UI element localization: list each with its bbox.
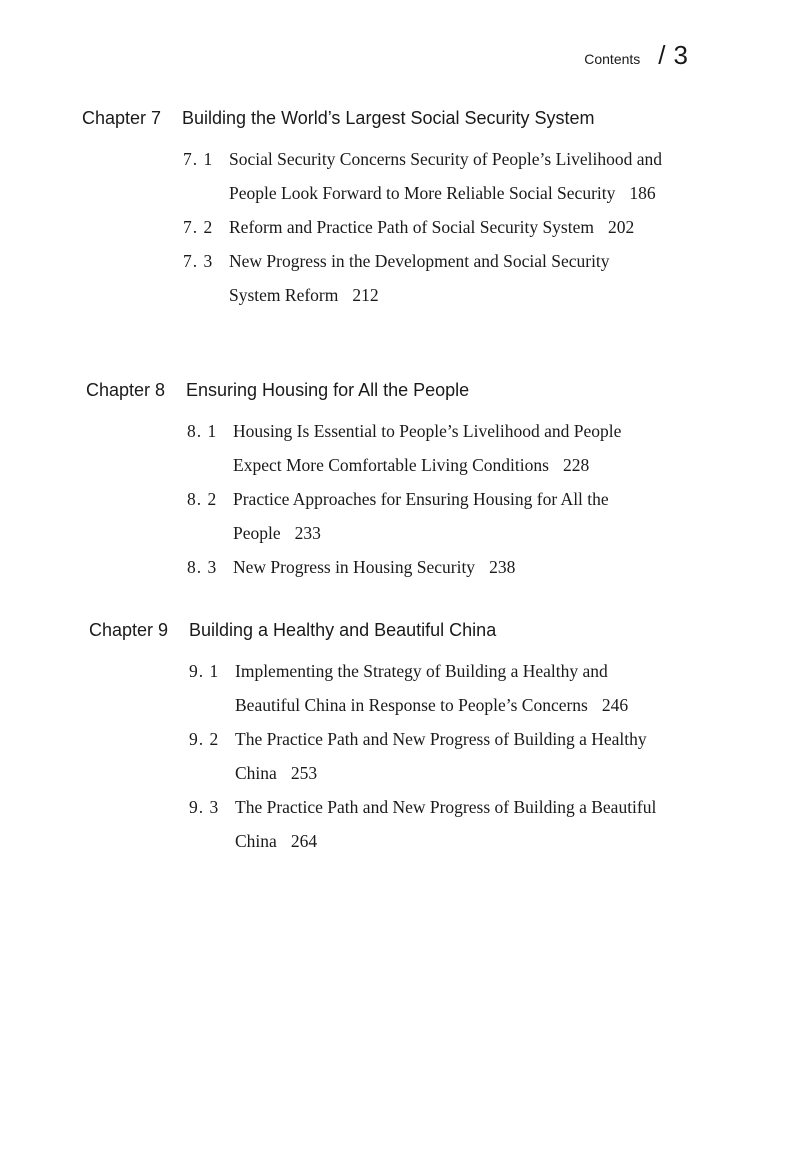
section-page: 264 — [290, 831, 318, 851]
section-title: Social Security Concerns Security of People’s Livelihood and People Look Forward to More Reliable Social Security — [229, 149, 663, 203]
section-page: 246 — [601, 695, 629, 715]
chapter-title: Ensuring Housing for All the People — [186, 380, 470, 400]
section-list — [0, 414, 800, 584]
section-number: 8. 3 — [187, 557, 218, 577]
section-title: Housing Is Essential to People’s Livelihood and People Expect More Comfortable Living Conditions — [233, 421, 622, 475]
chapter-label: Chapter 9 — [89, 620, 169, 640]
chapter-title: Building a Healthy and Beautiful China — [189, 620, 497, 640]
page-number: 3 — [673, 40, 688, 70]
section-page: 186 — [629, 183, 656, 203]
chapter-9 — [0, 618, 800, 858]
chapter-title: Building the World’s Largest Social Security System — [182, 108, 595, 128]
section-page: 228 — [562, 455, 590, 475]
chapter-heading — [0, 378, 800, 402]
section-title: Reform and Practice Path of Social Security System — [229, 217, 594, 237]
toc-entry[interactable] — [183, 244, 800, 312]
section-title: The Practice Path and New Progress of Building a Healthy China — [235, 729, 647, 783]
toc-entry[interactable] — [189, 654, 800, 722]
section-page: 202 — [608, 217, 635, 237]
header-slash: / — [658, 40, 666, 70]
section-number: 9. 3 — [189, 797, 220, 817]
section-page: 253 — [290, 763, 318, 783]
section-number: 7. 2 — [183, 217, 214, 237]
section-list — [0, 654, 800, 858]
section-number: 8. 1 — [187, 421, 218, 441]
section-page: 212 — [352, 285, 379, 305]
chapter-7 — [0, 106, 800, 312]
chapter-8 — [0, 378, 800, 584]
toc-entry[interactable] — [187, 550, 800, 584]
page-header — [584, 40, 688, 71]
section-list — [0, 142, 800, 312]
section-number: 9. 1 — [189, 661, 220, 681]
chapter-label: Chapter 7 — [82, 108, 162, 128]
toc-entry[interactable] — [187, 414, 800, 482]
chapter-heading — [0, 106, 800, 130]
section-number: 8. 2 — [187, 489, 218, 509]
section-title: New Progress in Housing Security — [233, 557, 476, 577]
chapter-label: Chapter 8 — [86, 380, 166, 400]
chapter-heading — [0, 618, 800, 642]
section-page: 233 — [294, 523, 321, 543]
toc-entry[interactable] — [189, 790, 800, 858]
section-title: The Practice Path and New Progress of Building a Beautiful China — [235, 797, 657, 851]
toc-entry[interactable] — [189, 722, 800, 790]
section-title: Practice Approaches for Ensuring Housing for All the People — [233, 489, 609, 543]
section-page: 238 — [489, 557, 516, 577]
toc-entry[interactable] — [183, 210, 800, 244]
section-number: 7. 1 — [183, 149, 214, 169]
toc-entry[interactable] — [187, 482, 800, 550]
section-number: 9. 2 — [189, 729, 220, 749]
section-title: New Progress in the Development and Social Security System Reform — [229, 251, 610, 305]
section-title: Implementing the Strategy of Building a Healthy and Beautiful China in Response to People’s Concerns — [235, 661, 608, 715]
running-head-label: Contents — [584, 51, 641, 67]
toc-entry[interactable] — [183, 142, 800, 210]
section-number: 7. 3 — [183, 251, 214, 271]
